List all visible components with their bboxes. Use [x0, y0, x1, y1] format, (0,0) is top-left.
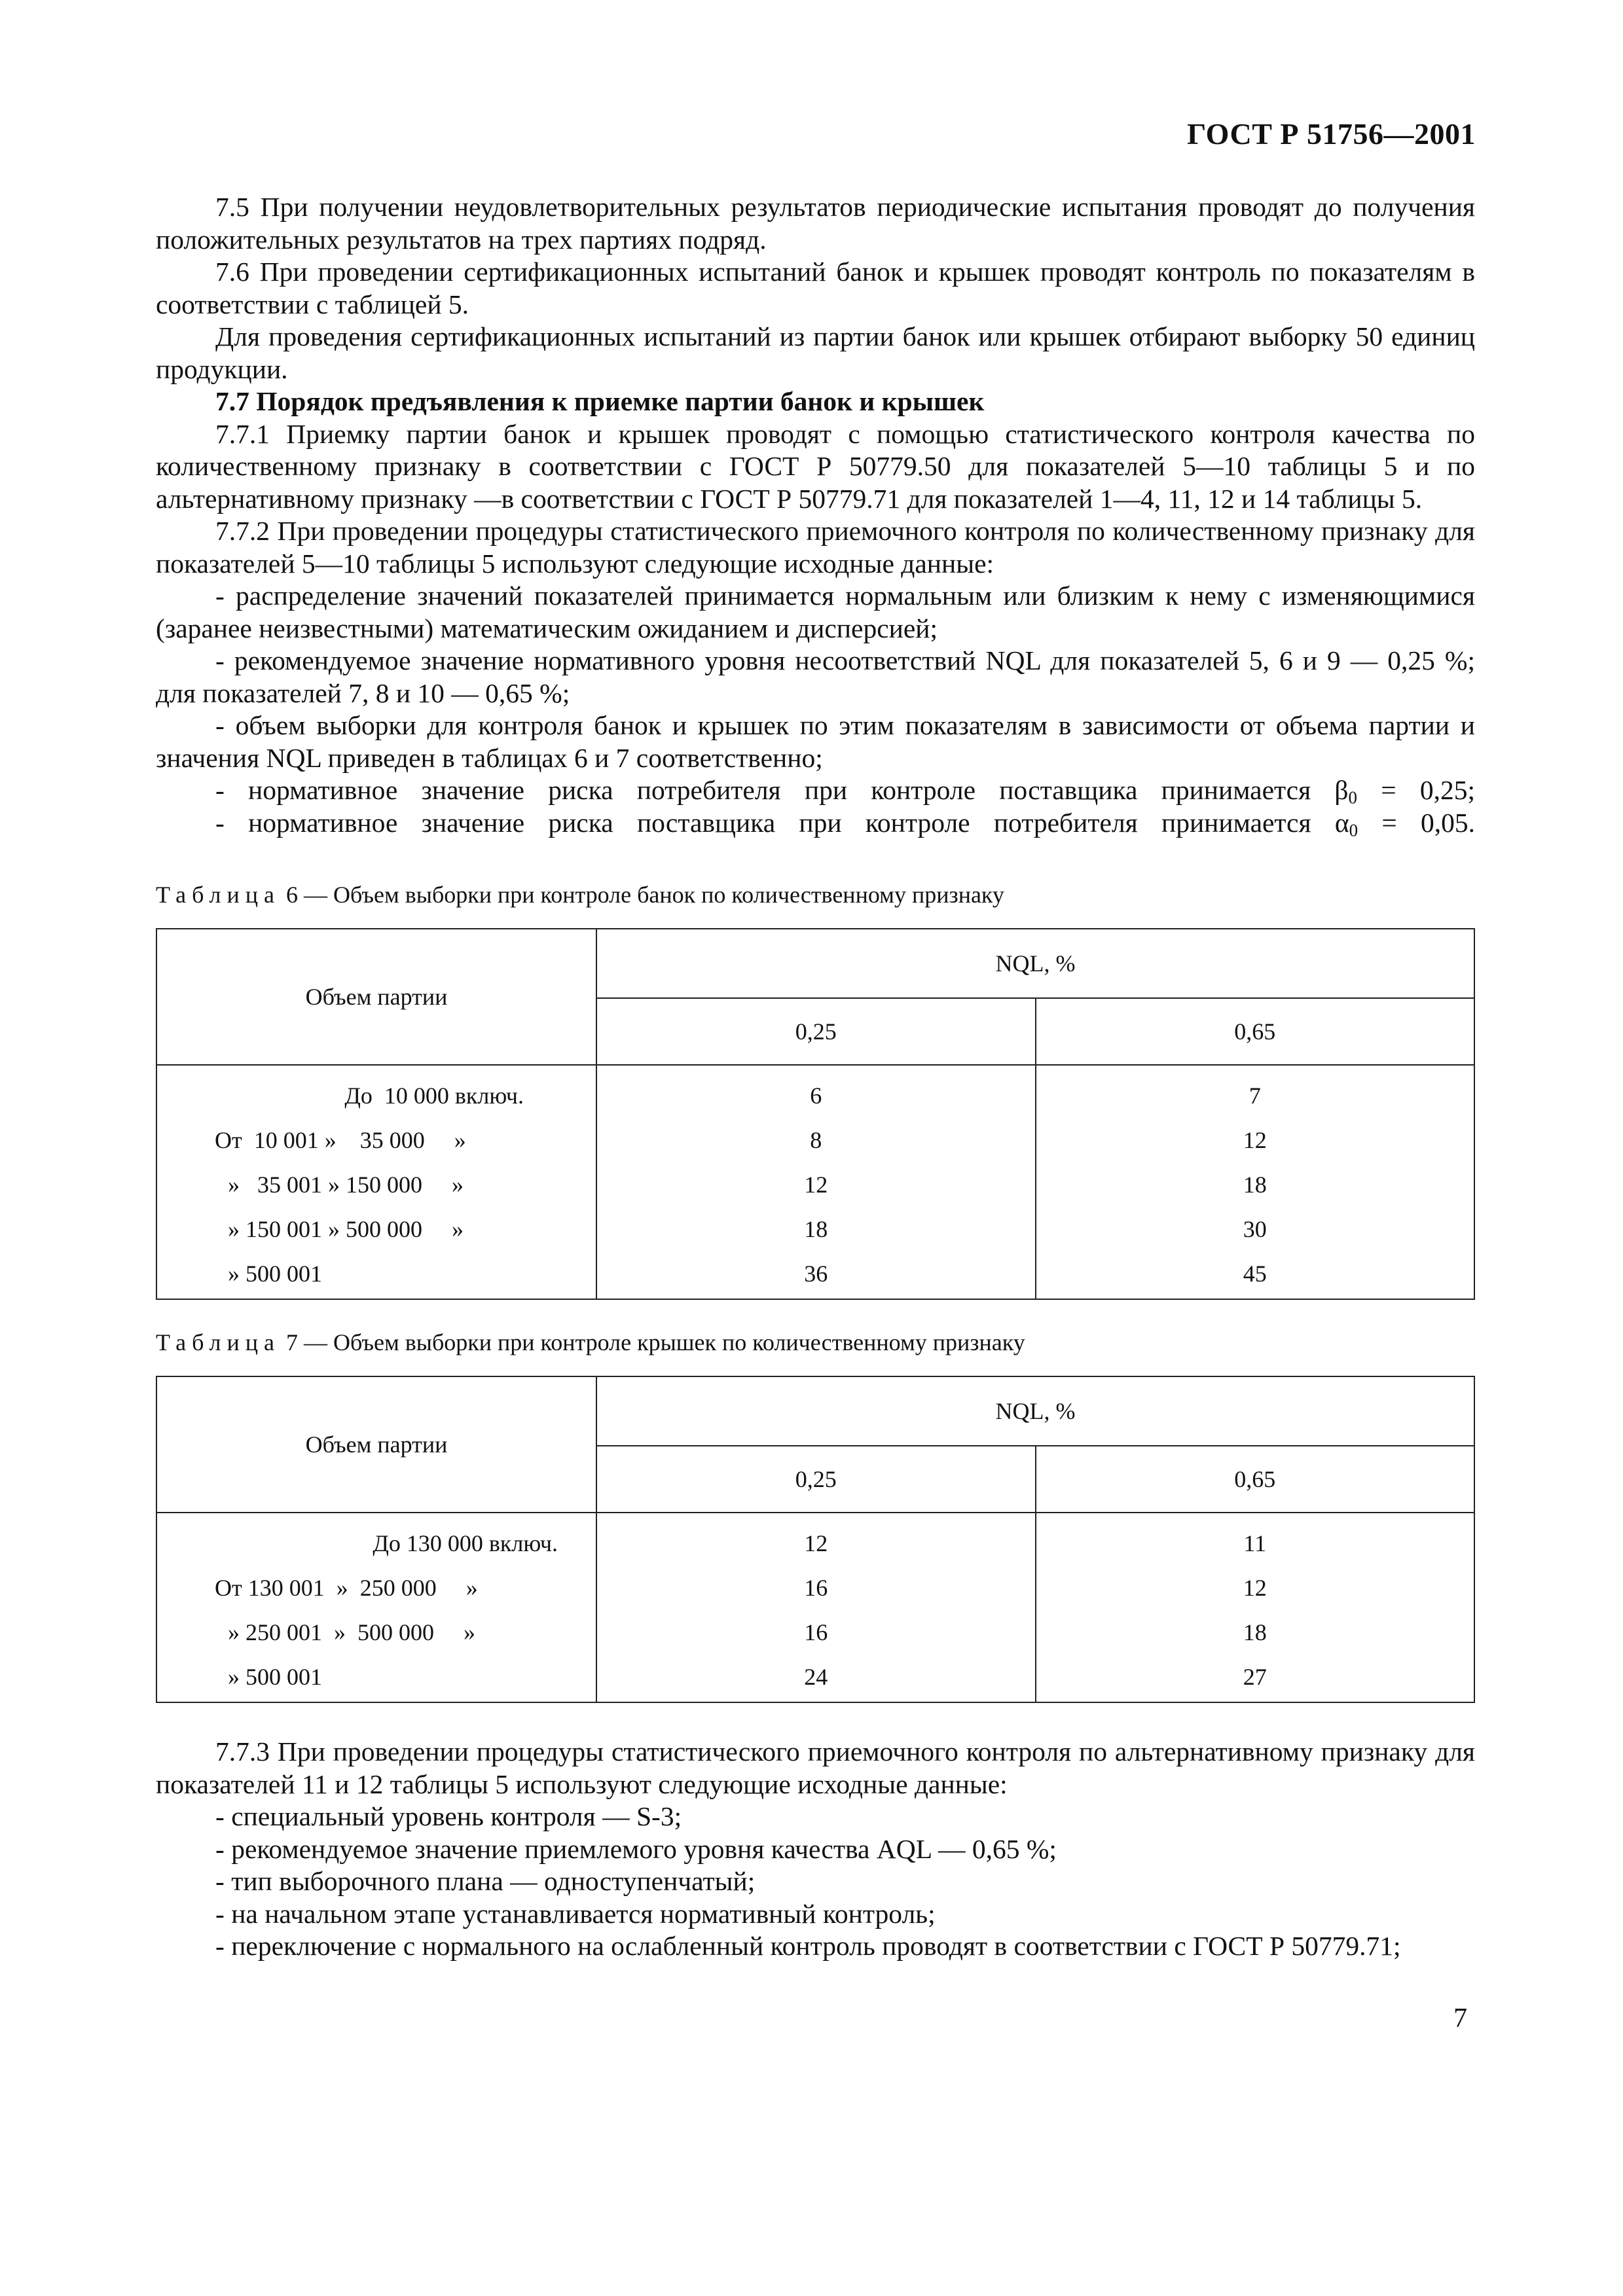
table-6-value-065: 30 [1036, 1207, 1475, 1251]
table-6-header-party: Объем партии [156, 929, 596, 1065]
table-7-value-025: 16 [596, 1566, 1036, 1610]
paragraph-7-7-2: 7.7.2 При проведении процедуры статистического приемочного контроля по количественному признаку для показателей 5—10 таблицы 5 используют следующие исходные данные: [156, 516, 1475, 579]
table-6-value-025: 36 [596, 1251, 1036, 1299]
paragraph-7-7-1: 7.7.1 Приемку партии банок и крышек проводят с помощью статистического контроля качества по количественному признаку в соответствии с ГОСТ Р 50779.50 для показателей 5—10 таблицы 5 и по альтернативному признаку —в соответствии с ГОСТ Р 50779.71 для показателей 1—4, 11, 12 и 14 таблицы 5. [156, 418, 1475, 514]
consumer-risk-value: = 0,25; [1357, 775, 1475, 805]
section-heading-7-7: 7.7 Порядок предъявления к приемке партии банок и крышек [215, 386, 985, 416]
supplier-risk-text: - нормативное значение риска поставщика при контроле потребителя принимается α [215, 807, 1349, 838]
list-item-switching: - переключение с нормального на ослабленный контроль проводят в соответствии с ГОСТ Р 50779.71; [215, 1931, 1401, 1961]
table-7-value-025: 12 [596, 1513, 1036, 1566]
page-content [156, 191, 1475, 1963]
table-6-value-025: 8 [596, 1118, 1036, 1162]
table-6-caption-word: Таблица [156, 882, 280, 908]
supplier-risk-subscript: 0 [1349, 820, 1359, 840]
table-7-value-025: 24 [596, 1655, 1036, 1702]
table-row [156, 1566, 1474, 1610]
table-7-header-party: Объем партии [156, 1376, 596, 1513]
table-7-header-nql-025: 0,25 [596, 1446, 1036, 1513]
list-item-consumer-risk [156, 774, 1475, 807]
page-number: 7 [1453, 2003, 1467, 2034]
list-item-plan-type: - тип выборочного плана — одноступенчатый; [215, 1866, 756, 1896]
table-6-range: » 500 001 [156, 1251, 596, 1299]
table-6-value-065: 45 [1036, 1251, 1475, 1299]
table-7 [156, 1376, 1475, 1703]
paragraph-7-6-sample: Для проведения сертификационных испытаний из партии банок или крышек отбирают выборку 50 единиц продукции. [156, 321, 1475, 384]
table-6-value-025: 6 [596, 1065, 1036, 1118]
table-row [156, 1162, 1474, 1207]
table-6-range: » 150 001 » 500 000 » [156, 1207, 596, 1251]
table-7-caption [156, 1327, 1475, 1357]
list-item-control-level: - специальный уровень контроля — S-3; [215, 1801, 682, 1831]
table-6-value-065: 12 [1036, 1118, 1475, 1162]
table-6-caption [156, 880, 1475, 910]
list-item-initial-control: - на начальном этапе устанавливается нормативный контроль; [215, 1898, 936, 1929]
table-6 [156, 928, 1475, 1300]
consumer-risk-text: - нормативное значение риска потребителя при контроле поставщика принимается β [215, 775, 1349, 805]
list-item-supplier-risk [156, 807, 1475, 840]
table-7-header-nql: NQL, % [596, 1376, 1474, 1446]
table-7-value-025: 16 [596, 1610, 1036, 1655]
list-item-distribution: - распределение значений показателей принимается нормальным или близким к нему с изменяющимися (заранее неизвестными) математическим ожиданием и дисперсией; [156, 581, 1475, 643]
table-6-range: До 10 000 включ. [156, 1065, 596, 1118]
section-7-7-3 [156, 1736, 1475, 1963]
table-7-range: » 500 001 [156, 1655, 596, 1702]
table-6-value-025: 12 [596, 1162, 1036, 1207]
table-7-caption-text: 7 — Объем выборки при контроле крышек по количественному признаку [280, 1329, 1025, 1355]
list-item-sample-size: - объем выборки для контроля банок и крышек по этим показателям в зависимости от объема партии и значения NQL приведен в таблицах 6 и 7 соответственно; [156, 710, 1475, 773]
consumer-risk-subscript: 0 [1348, 787, 1357, 808]
table-row [156, 1610, 1474, 1655]
list-item-aql: - рекомендуемое значение приемлемого уровня качества AQL — 0,65 %; [215, 1833, 1057, 1864]
table-row [156, 1207, 1474, 1251]
table-7-value-065: 11 [1036, 1513, 1475, 1566]
table-6-value-025: 18 [596, 1207, 1036, 1251]
table-7-range: От 130 001 » 250 000 » [156, 1566, 596, 1610]
table-7-range: До 130 000 включ. [156, 1513, 596, 1566]
table-6-value-065: 7 [1036, 1065, 1475, 1118]
table-6-caption-text: 6 — Объем выборки при контроле банок по количественному признаку [280, 882, 1004, 908]
table-6-range: » 35 001 » 150 000 » [156, 1162, 596, 1207]
list-item-nql: - рекомендуемое значение нормативного уровня несоответствий NQL для показателей 5, 6 и 9 — 0,25 %; для показателей 7, 8 и 10 — 0,65 %; [156, 645, 1475, 708]
table-7-value-065: 27 [1036, 1655, 1475, 1702]
table-row [156, 1655, 1474, 1702]
paragraph-7-5: 7.5 При получении неудовлетворительных результатов периодические испытания проводят до получения положительных результатов на трех партиях подряд. [156, 192, 1475, 255]
table-7-range: » 250 001 » 500 000 » [156, 1610, 596, 1655]
document-id-header: ГОСТ Р 51756—2001 [1187, 117, 1476, 151]
paragraph-7-6: 7.6 При проведении сертификационных испытаний банок и крышек проводят контроль по показателям в соответствии с таблицей 5. [156, 257, 1475, 319]
supplier-risk-value: = 0,05. [1358, 807, 1476, 838]
table-7-value-065: 12 [1036, 1566, 1475, 1610]
paragraph-7-7-3: 7.7.3 При проведении процедуры статистического приемочного контроля по альтернативному признаку для показателей 11 и 12 таблицы 5 используют следующие исходные данные: [156, 1736, 1475, 1799]
table-6-header-nql-025: 0,25 [596, 998, 1036, 1065]
table-6-header-nql-065: 0,65 [1036, 998, 1475, 1065]
table-7-caption-word: Таблица [156, 1329, 280, 1355]
table-6-header-nql: NQL, % [596, 929, 1474, 998]
table-row [156, 1251, 1474, 1299]
table-row [156, 1513, 1474, 1566]
table-row [156, 1065, 1474, 1118]
table-row [156, 1118, 1474, 1162]
table-6-range: От 10 001 » 35 000 » [156, 1118, 596, 1162]
table-7-value-065: 18 [1036, 1610, 1475, 1655]
table-6-value-065: 18 [1036, 1162, 1475, 1207]
table-7-header-nql-065: 0,65 [1036, 1446, 1475, 1513]
